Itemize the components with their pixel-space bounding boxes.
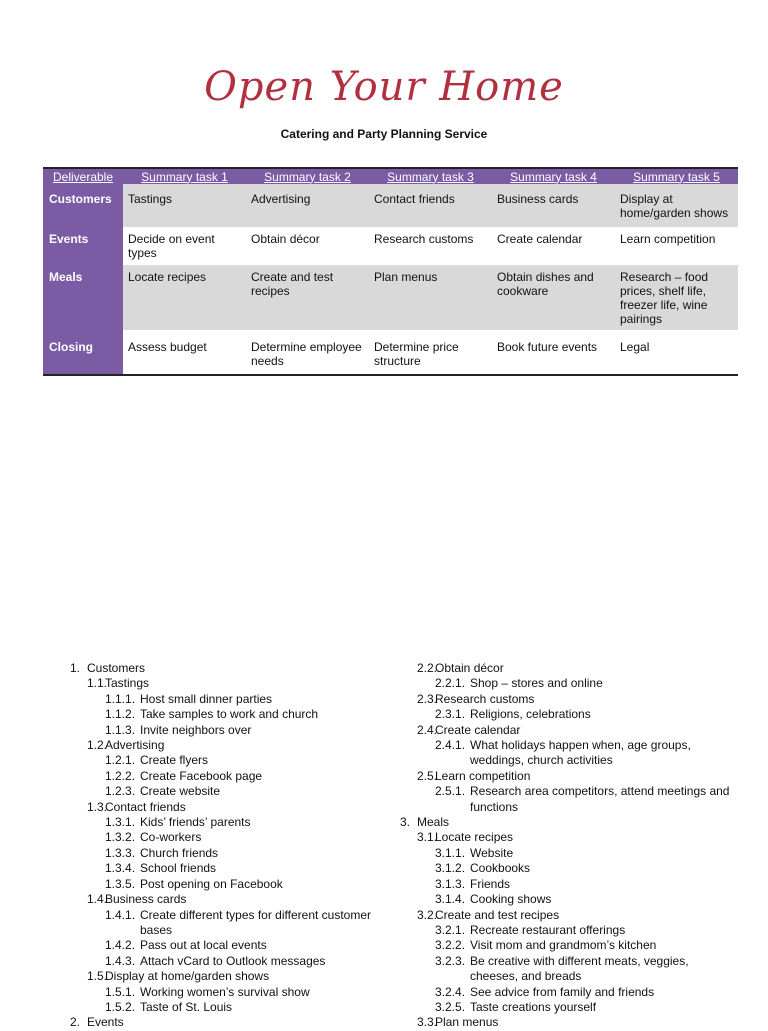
outline-item bbox=[400, 985, 730, 1000]
outline-number: 1.5.2. bbox=[105, 999, 136, 1014]
outline-item bbox=[70, 830, 390, 845]
outline-number: 3.2. bbox=[417, 907, 438, 922]
outline-item bbox=[70, 846, 390, 861]
header-summary-task-1[interactable]: Summary task 1 bbox=[123, 168, 246, 184]
outline-text: What holidays happen when, age groups, weddings, church activities bbox=[470, 738, 691, 768]
outline-text: Locate recipes bbox=[435, 830, 514, 845]
outline-item bbox=[400, 846, 730, 861]
table-cell: Determine price structure bbox=[374, 340, 459, 368]
outline-number: 1.3.5. bbox=[105, 876, 136, 891]
outline-item bbox=[400, 908, 730, 923]
header-deliverable[interactable]: Deliverable bbox=[43, 168, 123, 184]
outline-number: 1.3.3. bbox=[105, 845, 136, 860]
header-summary-task-4[interactable]: Summary task 4 bbox=[492, 168, 615, 184]
outline-text: Customers bbox=[87, 661, 146, 675]
outline-number: 1.2.2. bbox=[105, 768, 136, 783]
table-cell: Advertising bbox=[246, 184, 369, 227]
outline-item bbox=[400, 877, 730, 892]
outline-item bbox=[400, 923, 730, 938]
outline-item bbox=[400, 661, 730, 676]
table-row bbox=[43, 184, 738, 227]
outline-text: Create and test recipes bbox=[435, 907, 560, 922]
outline-number: 3.2.3. bbox=[435, 953, 466, 968]
outline-number: 1.5. bbox=[87, 969, 108, 984]
outline-number: 2.2.1. bbox=[435, 676, 466, 691]
outline-text: See advice from family and friends bbox=[470, 984, 655, 999]
outline-right-column bbox=[400, 661, 730, 1031]
outline-number: 1.1.3. bbox=[105, 722, 136, 737]
outline-number: 1.3.4. bbox=[105, 861, 136, 876]
outline-text: Church friends bbox=[140, 845, 219, 860]
outline-item bbox=[70, 723, 390, 738]
outline-number: 3.2.1. bbox=[435, 922, 466, 937]
outline-item bbox=[70, 969, 390, 984]
outline-item bbox=[400, 723, 730, 738]
outline-item bbox=[70, 861, 390, 876]
outline-item bbox=[70, 877, 390, 892]
table-row bbox=[43, 265, 738, 330]
table-cell: Contact friends bbox=[369, 184, 492, 227]
table-cell: Locate recipes bbox=[123, 265, 246, 330]
outline-item bbox=[400, 954, 730, 985]
outline-text: Business cards bbox=[105, 892, 187, 907]
outline-number: 3.1.3. bbox=[435, 876, 466, 891]
outline-number: 2.5.1. bbox=[435, 784, 466, 799]
outline-item bbox=[400, 861, 730, 876]
outline-number: 1. bbox=[70, 661, 81, 675]
outline-item bbox=[70, 784, 390, 799]
outline-number: 2.3. bbox=[417, 691, 438, 706]
outline-item bbox=[70, 661, 390, 676]
outline-number: 3. bbox=[400, 815, 411, 830]
outline-text: Attach vCard to Outlook messages bbox=[140, 953, 326, 968]
outline-text: Contact friends bbox=[105, 799, 186, 814]
outline-number: 3.1.4. bbox=[435, 892, 466, 907]
outline-text: Tastings bbox=[105, 676, 150, 691]
outline-item bbox=[400, 738, 730, 769]
outline-item bbox=[400, 692, 730, 707]
outline-number: 1.1. bbox=[87, 676, 108, 691]
outline-text: Pass out at local events bbox=[140, 938, 267, 953]
outline-number: 3.1. bbox=[417, 830, 438, 845]
outline-item bbox=[70, 938, 390, 953]
row-label-customers: Customers bbox=[43, 184, 123, 227]
deliverables-table bbox=[43, 167, 738, 376]
outline-text: Create website bbox=[140, 784, 221, 799]
outline-number: 2.4. bbox=[417, 722, 438, 737]
row-label-events: Events bbox=[43, 227, 123, 265]
table-cell: Legal bbox=[620, 340, 650, 354]
outline-item bbox=[70, 676, 390, 691]
outline-text: Co-workers bbox=[140, 830, 202, 845]
outline-text: Invite neighbors over bbox=[140, 722, 252, 737]
outline-item bbox=[70, 738, 390, 753]
outline-item bbox=[400, 707, 730, 722]
row-label-meals: Meals bbox=[43, 265, 123, 330]
outline-item bbox=[70, 753, 390, 768]
outline-text: Display at home/garden shows bbox=[105, 969, 270, 984]
outline-text: Advertising bbox=[105, 738, 165, 753]
table-cell: Business cards bbox=[492, 184, 615, 227]
outline-text: Post opening on Facebook bbox=[140, 876, 283, 891]
outline-text: Kids’ friends’ parents bbox=[140, 815, 251, 830]
table-cell: Research – food prices, shelf life, freezer life, wine pairings bbox=[615, 265, 738, 330]
outline-text: Take samples to work and church bbox=[140, 707, 319, 722]
outline-number: 3.3. bbox=[417, 1015, 438, 1030]
table-cell: Obtain dishes and cookware bbox=[492, 265, 615, 330]
table-cell: Plan menus bbox=[369, 265, 492, 330]
table-cell: Display at home/garden shows bbox=[615, 184, 738, 227]
outline-text: Website bbox=[470, 845, 514, 860]
outline-item bbox=[70, 707, 390, 722]
table-cell: Create calendar bbox=[497, 232, 583, 246]
outline-text: Meals bbox=[417, 815, 450, 830]
outline-item bbox=[400, 784, 730, 815]
header-summary-task-5[interactable]: Summary task 5 bbox=[615, 168, 738, 184]
outline-text: Cooking shows bbox=[470, 892, 552, 907]
table-cell: Determine employee needs bbox=[251, 340, 362, 368]
outline-text: Create different types for different customer bases bbox=[140, 907, 372, 937]
outline-item bbox=[400, 892, 730, 907]
outline-number: 1.2. bbox=[87, 738, 108, 753]
outline-text: School friends bbox=[140, 861, 217, 876]
outline-number: 1.2.3. bbox=[105, 784, 136, 799]
header-summary-task-2[interactable]: Summary task 2 bbox=[246, 168, 369, 184]
outline-item bbox=[70, 800, 390, 815]
outline-number: 2. bbox=[70, 1015, 81, 1030]
outline-text: Learn competition bbox=[435, 768, 531, 783]
table-row bbox=[43, 227, 738, 265]
outline-text: Create flyers bbox=[140, 753, 209, 768]
outline-number: 2.5. bbox=[417, 768, 438, 783]
outline-number: 1.2.1. bbox=[105, 753, 136, 768]
outline-number: 1.3. bbox=[87, 799, 108, 814]
outline-number: 3.2.5. bbox=[435, 999, 466, 1014]
outline-item bbox=[70, 815, 390, 830]
table-cell: Obtain décor bbox=[251, 232, 320, 246]
outline-item bbox=[400, 676, 730, 691]
outline-number: 2.2. bbox=[417, 661, 438, 675]
outline-text: Be creative with different meats, veggies, cheeses, and breads bbox=[470, 953, 689, 984]
outline-number: 3.2.2. bbox=[435, 938, 466, 953]
outline-text: Recreate restaurant offerings bbox=[470, 922, 626, 937]
outline-item bbox=[70, 908, 390, 939]
table-row bbox=[43, 330, 738, 375]
outline-item bbox=[400, 830, 730, 845]
outline-item bbox=[400, 815, 730, 830]
outline-number: 1.3.2. bbox=[105, 830, 136, 845]
outline-item bbox=[400, 1015, 730, 1030]
outline-item bbox=[400, 938, 730, 953]
table-cell: Book future events bbox=[497, 340, 598, 354]
table-cell: Tastings bbox=[123, 184, 246, 227]
outline-text: Working women’s survival show bbox=[140, 984, 310, 999]
table-cell: Decide on event types bbox=[128, 232, 215, 260]
outline-text: Taste creations yourself bbox=[470, 999, 597, 1014]
outline-number: 2.4.1. bbox=[435, 738, 466, 753]
outline-text: Events bbox=[87, 1015, 124, 1030]
row-label-closing: Closing bbox=[43, 330, 123, 375]
outline-number: 3.1.2. bbox=[435, 861, 466, 876]
table-header-row bbox=[43, 168, 738, 184]
outline-text: Host small dinner parties bbox=[140, 691, 273, 706]
outline-item bbox=[70, 769, 390, 784]
outline-text: Religions, celebrations bbox=[470, 707, 591, 722]
table-cell: Learn competition bbox=[620, 232, 716, 246]
table-cell: Research customs bbox=[374, 232, 474, 246]
outline-item bbox=[400, 1000, 730, 1015]
outline-text: Friends bbox=[470, 876, 511, 891]
outline-item bbox=[70, 692, 390, 707]
outline-item bbox=[70, 892, 390, 907]
outline-item bbox=[400, 769, 730, 784]
table-cell: Assess budget bbox=[128, 340, 207, 354]
outline-left-column bbox=[70, 661, 390, 1031]
outline-text: Create calendar bbox=[435, 722, 521, 737]
outline-text: Create Facebook page bbox=[140, 768, 263, 783]
outline-number: 1.1.1. bbox=[105, 691, 136, 706]
outline-number: 1.5.1. bbox=[105, 984, 136, 999]
header-summary-task-3[interactable]: Summary task 3 bbox=[369, 168, 492, 184]
outline-text: Shop – stores and online bbox=[470, 676, 603, 691]
outline-number: 1.4.1. bbox=[105, 907, 136, 922]
outline-number: 1.3.1. bbox=[105, 815, 136, 830]
outline-item bbox=[70, 985, 390, 1000]
outline-text: Plan menus bbox=[435, 1015, 499, 1030]
page-subtitle: Catering and Party Planning Service bbox=[280, 127, 488, 141]
outline-number: 3.2.4. bbox=[435, 984, 466, 999]
outline-text: Taste of St. Louis bbox=[140, 999, 233, 1014]
outline-number: 1.4. bbox=[87, 892, 108, 907]
outline-item bbox=[70, 1000, 390, 1015]
outline-text: Obtain décor bbox=[435, 661, 504, 675]
outline-text: Research customs bbox=[435, 691, 535, 706]
outline-number: 2.3.1. bbox=[435, 707, 466, 722]
table-cell: Create and test recipes bbox=[246, 265, 369, 330]
page-title: Open Your Home bbox=[204, 64, 564, 110]
outline-text: Visit mom and grandmom’s kitchen bbox=[470, 938, 657, 953]
outline-number: 1.1.2. bbox=[105, 707, 136, 722]
outline-item bbox=[70, 1015, 390, 1030]
outline-text: Cookbooks bbox=[470, 861, 531, 876]
outline-item bbox=[70, 954, 390, 969]
outline-number: 3.1.1. bbox=[435, 845, 466, 860]
outline-number: 1.4.2. bbox=[105, 938, 136, 953]
outline-number: 1.4.3. bbox=[105, 953, 136, 968]
outline-text: Research area competitors, attend meetings and functions bbox=[470, 784, 730, 814]
